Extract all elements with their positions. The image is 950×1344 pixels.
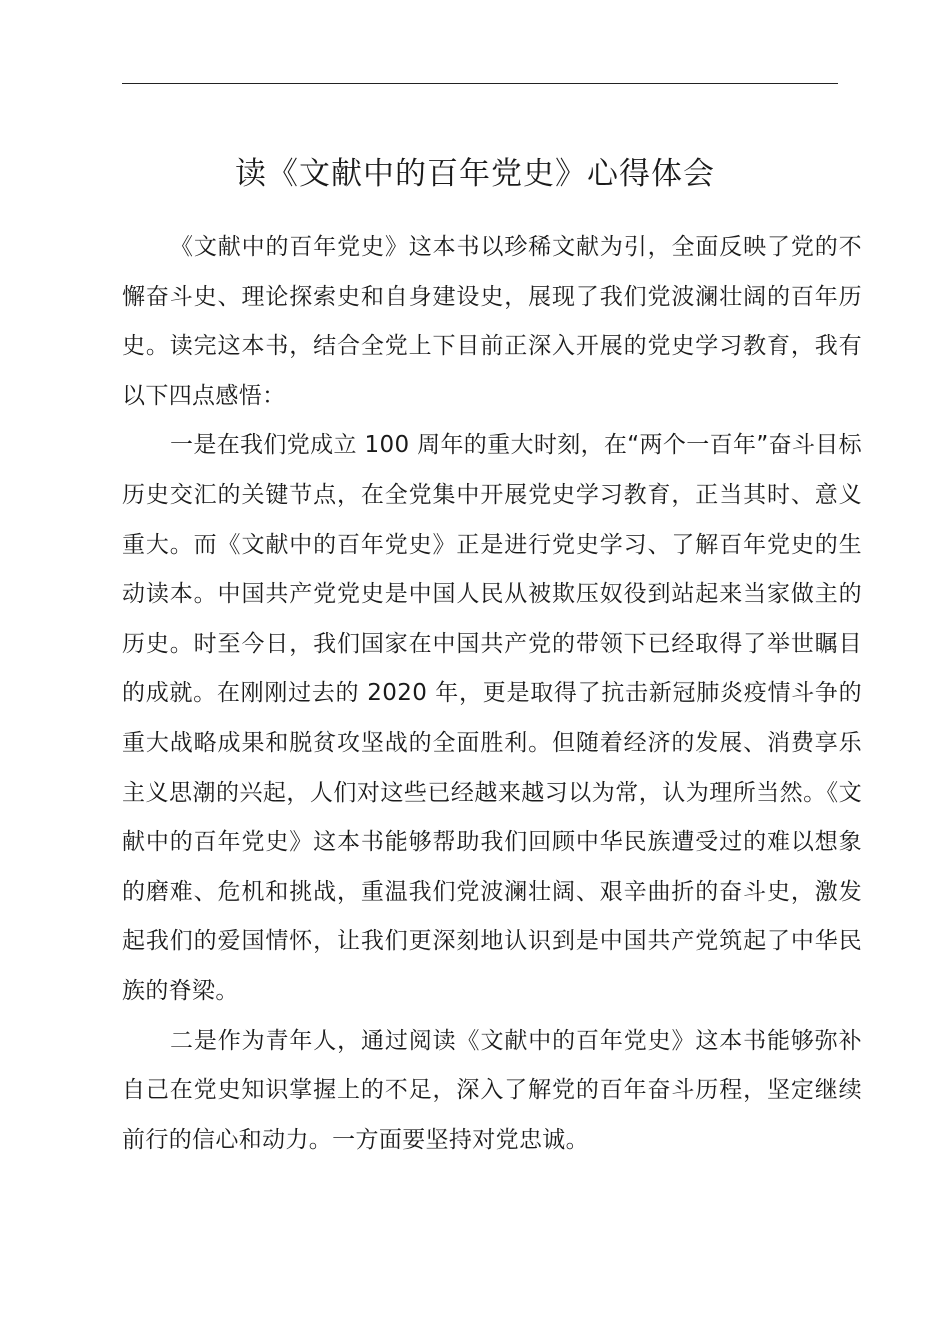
paragraph-point-two: 二是作为青年人，通过阅读《文献中的百年党史》这本书能够弥补自己在党史知识掌握上的不足，深入了解党的百年奋斗历程，坚定继续前行的信心和动力。一方面要坚持对党忠诚。 xyxy=(122,1027,862,1153)
document-title: 读《文献中的百年党史》心得体会 xyxy=(235,156,715,192)
header-rule xyxy=(122,83,838,84)
document-body xyxy=(122,223,862,1165)
paragraph-point-one: 一是在我们党成立 100 周年的重大时刻，在“两个一百年”奋斗目标历史交汇的关键节点，在全党集中开展党史学习教育，正当其时、意义重大。而《文献中的百年党史》正是进行党史学习、了解百年党史的生动读本。中国共产党党史是中国人民从被欺压奴役到站起来当家做主的历史。时至今日，我们国家在中国共产党的带领下已经取得了举世瞩目的成就。在刚刚过去的 2020 年，更是取得了抗击新冠肺炎疫情斗争的重大战略成果和脱贫攻坚战的全面胜利。但随着经济的发展、消费享乐主义思潮的兴起，人们对这些已经越来越习以为常，认为理所当然。《文献中的百年党史》这本书能够帮助我们回顾中华民族遭受过的难以想象的磨难、危机和挑战，重温我们党波澜壮阔、艰辛曲折的奋斗史，激发起我们的爱国情怀，让我们更深刻地认识到是中国共产党筑起了中华民族的脊梁。 xyxy=(122,432,862,1004)
paragraph-intro: 《文献中的百年党史》这本书以珍稀文献为引，全面反映了党的不懈奋斗史、理论探索史和自身建设史，展现了我们党波澜壮阔的百年历史。读完这本书，结合全党上下目前正深入开展的党史学习教育，我有以下四点感悟： xyxy=(122,234,862,409)
